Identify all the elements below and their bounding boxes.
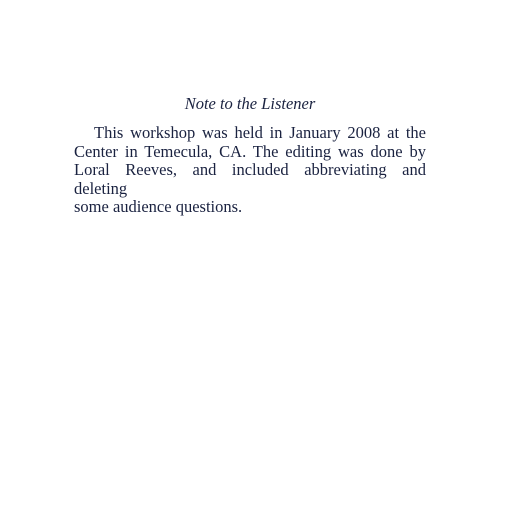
body-paragraph <box>74 124 426 217</box>
page-heading: Note to the Listener <box>184 94 316 113</box>
paragraph-line: Loral Reeves, and included abbreviating and deleting <box>74 160 426 198</box>
paragraph-line: This workshop was held in January 2008 at the <box>94 123 426 142</box>
paragraph-line: some audience questions. <box>74 197 243 217</box>
paragraph-line: Center in Temecula, CA. The editing was done by <box>74 141 426 161</box>
